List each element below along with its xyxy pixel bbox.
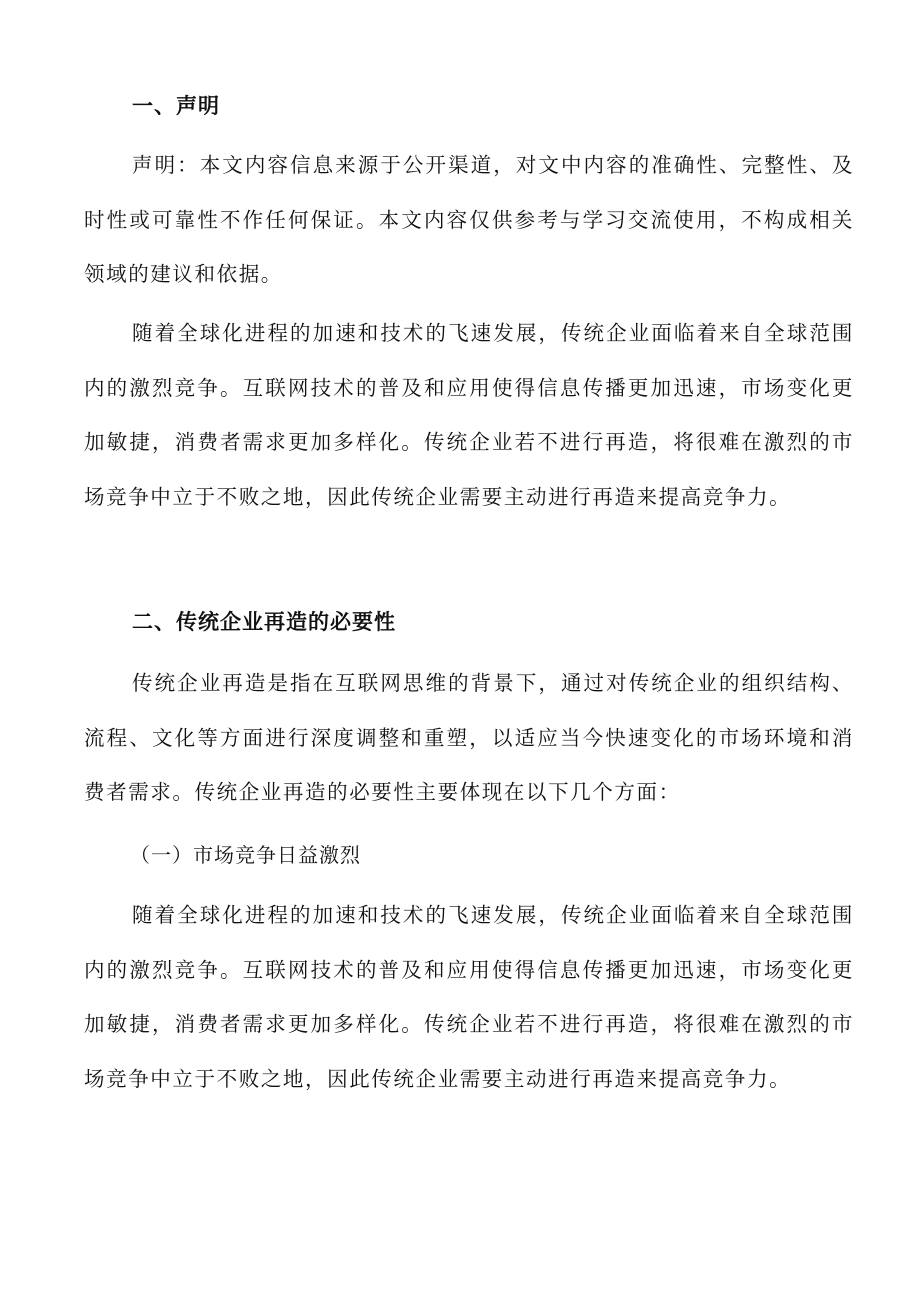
paragraph-necessity-definition: 传统企业再造是指在互联网思维的背景下，通过对传统企业的组织结构、流程、文化等方面进行深度调整和重塑，以适应当今快速变化的市场环境和消费者需求。传统企业再造的必要性主要体现在以下几个方面： xyxy=(84,671,854,804)
section-heading-necessity: 二、传统企业再造的必要性 xyxy=(132,609,396,634)
paragraph-declaration: 声明：本文内容信息来源于公开渠道，对文中内容的准确性、完整性、及时性或可靠性不作任何保证。本文内容仅供参考与学习交流使用，不构成相关领域的建议和依据。 xyxy=(84,153,854,286)
section-heading-declaration: 一、声明 xyxy=(132,93,220,118)
subsection-heading-competition: （一）市场竞争日益激烈 xyxy=(130,843,361,867)
paragraph-globalization-intro: 随着全球化进程的加速和技术的飞速发展，传统企业面临着来自全球范围内的激烈竞争。互联网技术的普及和应用使得信息传播更加迅速，市场变化更加敏捷，消费者需求更加多样化。传统企业若不进行再造，将很难在激烈的市场竞争中立于不败之地，因此传统企业需要主动进行再造来提高竞争力。 xyxy=(84,321,854,509)
paragraph-competition: 随着全球化进程的加速和技术的飞速发展，传统企业面临着来自全球范围内的激烈竞争。互联网技术的普及和应用使得信息传播更加迅速，市场变化更加敏捷，消费者需求更加多样化。传统企业若不进行再造，将很难在激烈的市场竞争中立于不败之地，因此传统企业需要主动进行再造来提高竞争力。 xyxy=(84,903,854,1091)
